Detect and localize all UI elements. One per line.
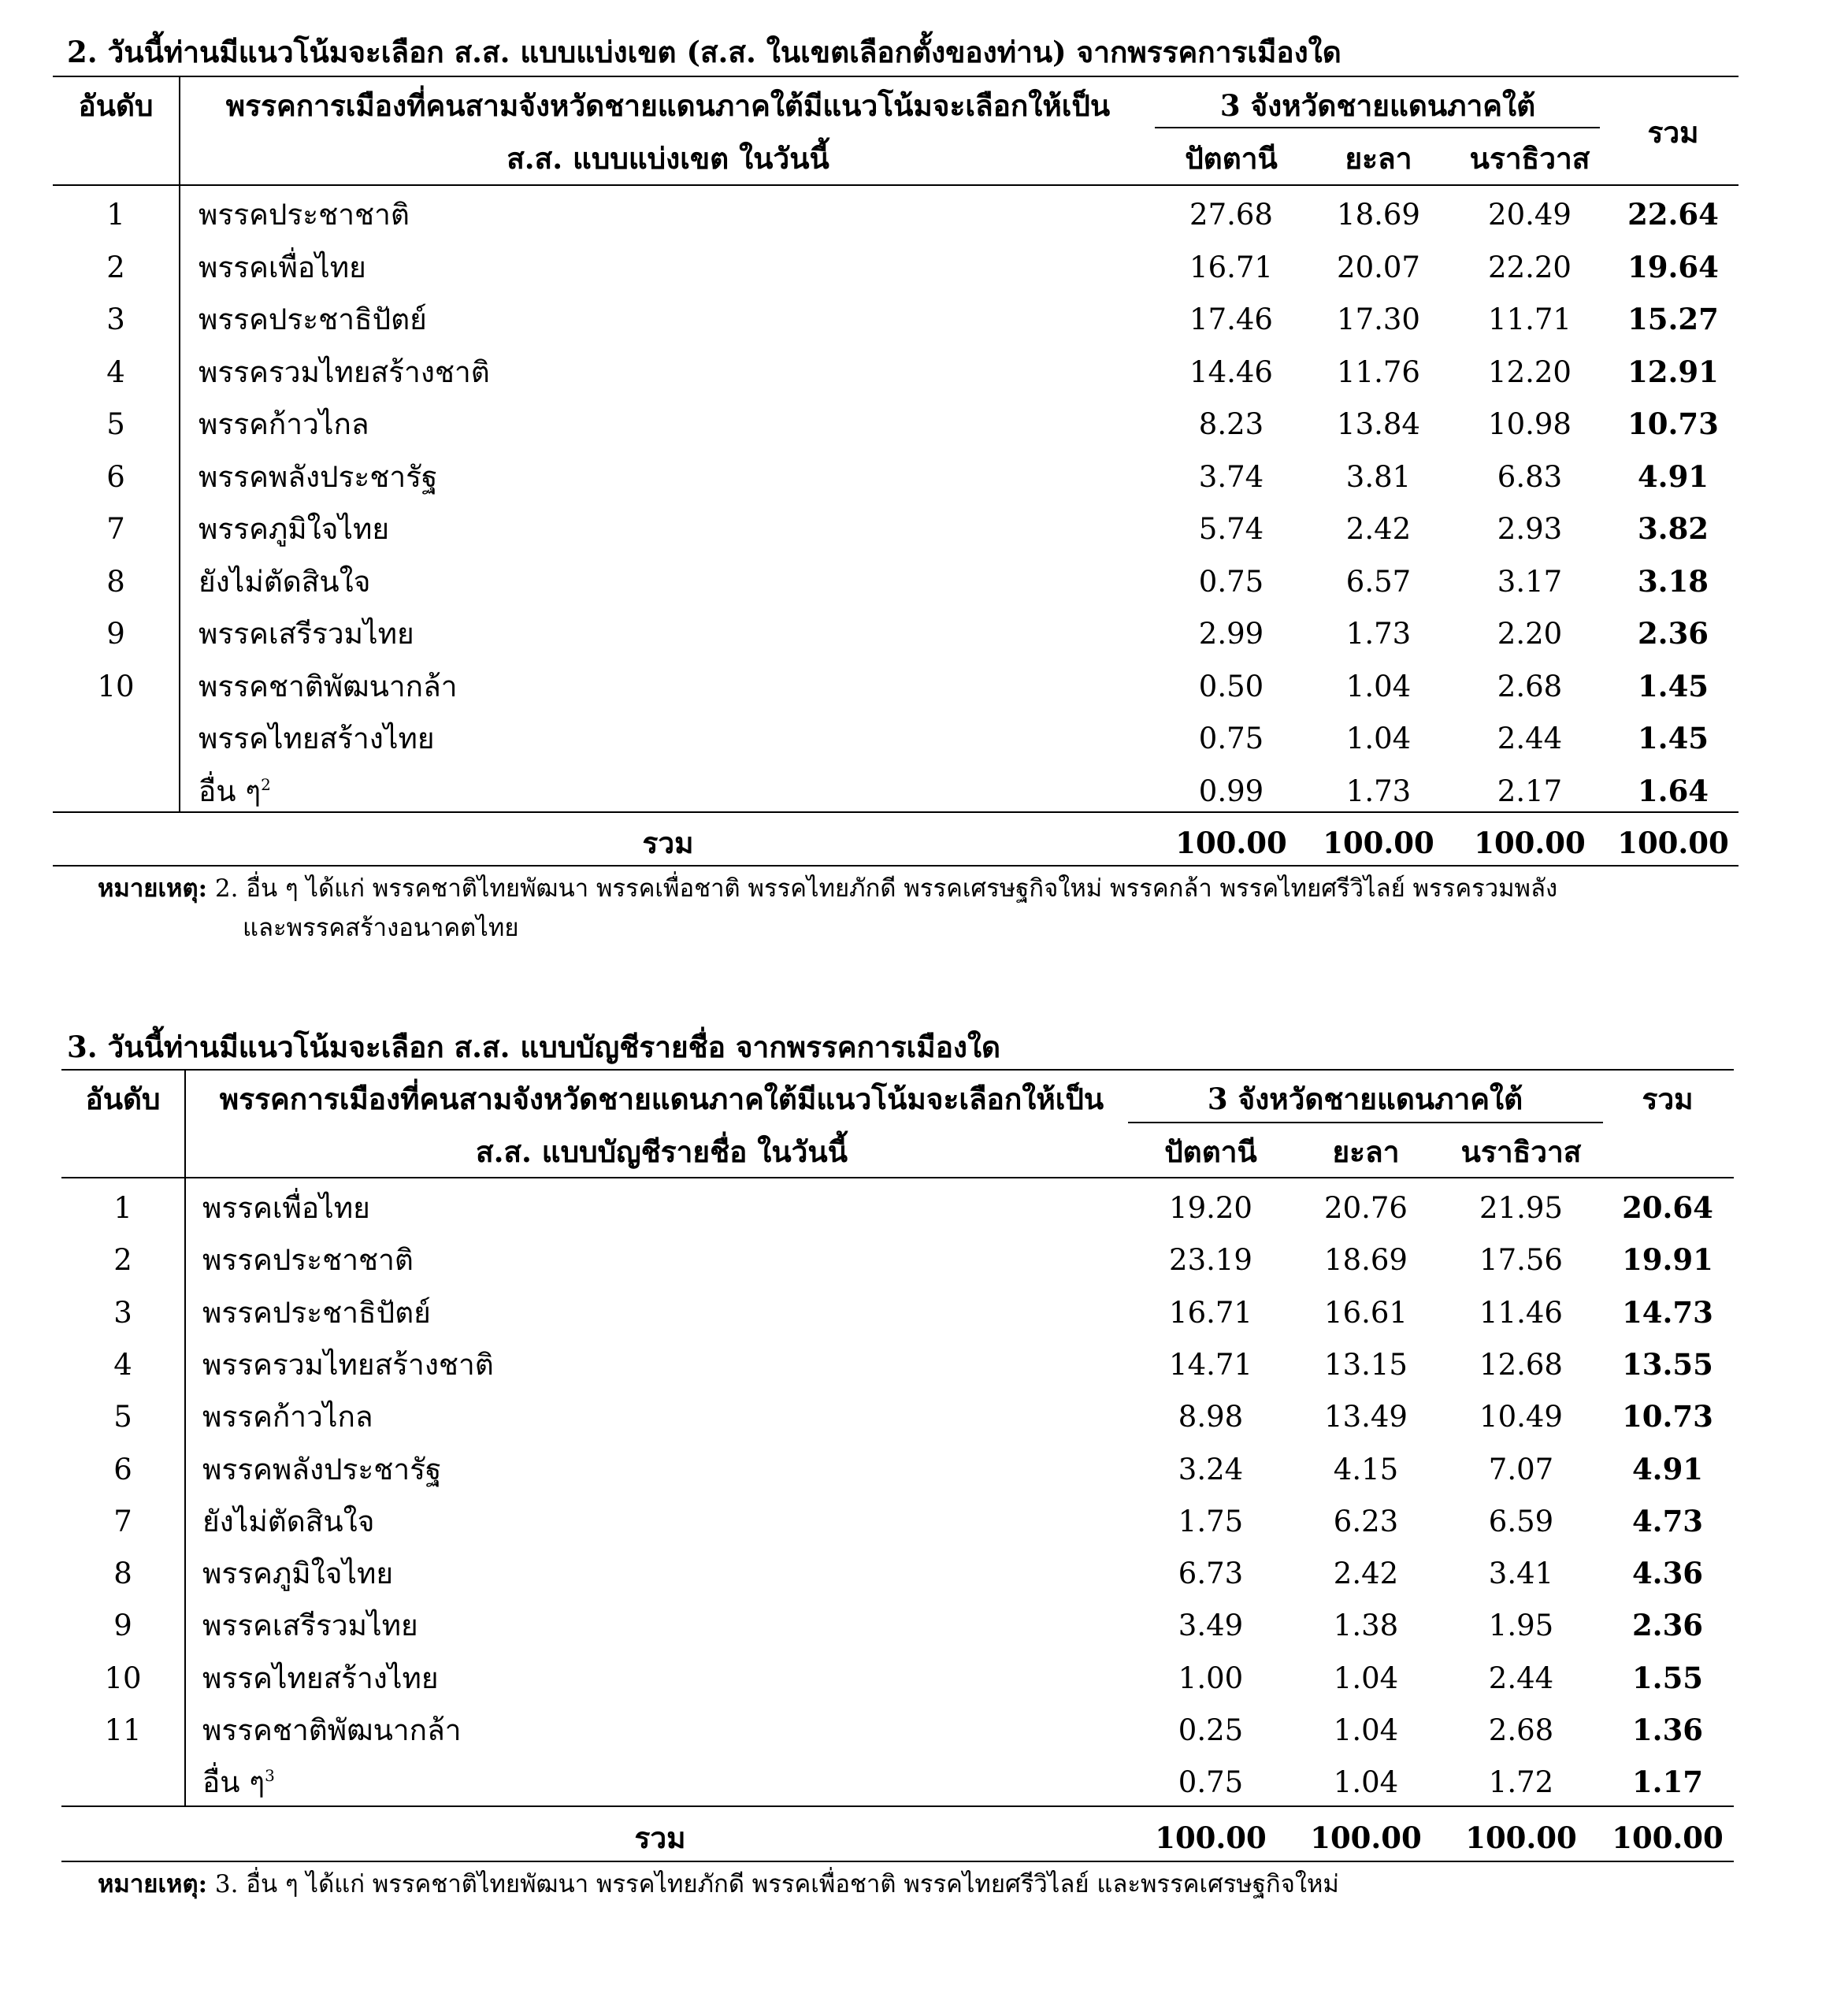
row-narathiwat: 10.98: [1488, 407, 1572, 441]
row-yala: 13.49: [1324, 1400, 1408, 1434]
header-col-narathiwat: นราธิวาส: [1469, 141, 1590, 176]
table-title: 2. วันนี้ท่านมีแนวโน้มจะเลือก ส.ส. แบบแบ่งเขต (ส.ส. ในเขตเลือกตั้งของท่าน) จากพรรคการเมืองใด: [67, 35, 1341, 69]
footnote-label: หมายเหตุ:: [98, 1870, 208, 1898]
row-party: [202, 1193, 370, 1223]
footnote-label: หมายเหตุ:: [98, 874, 208, 903]
row-yala: 20.07: [1337, 250, 1420, 284]
header-col-pattani: ปัตตานี: [1185, 141, 1278, 176]
row-yala: 1.04: [1333, 1661, 1399, 1695]
row-party: [199, 724, 435, 753]
party-name: พรรคพลังประชารัฐ: [202, 1453, 442, 1486]
header-rank: อันดับ: [85, 1082, 161, 1116]
row-party: [202, 1559, 393, 1588]
row-rank: 1: [113, 1191, 132, 1225]
row-total: 12.91: [1627, 354, 1719, 389]
row-party: [199, 462, 437, 492]
row-narathiwat: 11.46: [1479, 1296, 1563, 1330]
row-pattani: 17.46: [1189, 302, 1273, 336]
row-total: 1.17: [1631, 1765, 1704, 1799]
row-pattani: 14.46: [1189, 355, 1273, 389]
row-rank: 2: [106, 250, 125, 284]
rule: [1155, 127, 1600, 128]
party-name: พรรคประชาธิปัตย์: [199, 302, 427, 336]
row-yala: 6.23: [1333, 1505, 1399, 1538]
row-party: [199, 672, 458, 701]
sum-label: รวม: [634, 1820, 686, 1855]
row-pattani: 0.75: [1198, 565, 1264, 599]
row-total: 4.91: [1637, 459, 1709, 494]
row-yala: 1.04: [1333, 1765, 1399, 1799]
header-party-line2: ส.ส. แบบบัญชีรายชื่อ ในวันนี้: [475, 1134, 848, 1169]
footnote-line2: และพรรคสร้างอนาคตไทย: [243, 914, 519, 942]
header-total: รวม: [1647, 115, 1699, 150]
row-narathiwat: 2.93: [1497, 512, 1563, 546]
row-party: [202, 1296, 431, 1330]
party-name: อื่น ๆ: [202, 1765, 265, 1799]
row-narathiwat: 6.83: [1497, 460, 1563, 494]
party-name: พรรคประชาชาติ: [199, 198, 410, 232]
row-pattani: 16.71: [1189, 250, 1273, 284]
row-total: 19.91: [1622, 1242, 1713, 1277]
row-rank: 3: [113, 1296, 132, 1330]
row-rank: 5: [106, 407, 125, 441]
row-narathiwat: 2.68: [1497, 670, 1563, 703]
row-pattani: 0.75: [1178, 1765, 1244, 1799]
rule: [1128, 1122, 1603, 1123]
header-col-yala: ยะลา: [1332, 1134, 1400, 1169]
party-name: พรรคพลังประชารัฐ: [199, 460, 438, 494]
row-narathiwat: 2.17: [1497, 774, 1563, 808]
row-pattani: 1.75: [1178, 1505, 1244, 1538]
row-pattani: 23.19: [1169, 1243, 1252, 1277]
row-rank: 3: [106, 302, 125, 336]
row-pattani: 27.68: [1189, 198, 1273, 232]
row-party: [202, 1245, 414, 1275]
sum-yala: 100.00: [1310, 1820, 1422, 1855]
row-total: 22.64: [1627, 197, 1719, 232]
row-narathiwat: 2.20: [1497, 617, 1563, 651]
party-name: พรรคประชาชาติ: [202, 1243, 414, 1277]
row-party: [202, 1661, 439, 1695]
row-total: 4.73: [1631, 1504, 1704, 1538]
sum-pattani: 100.00: [1175, 826, 1287, 860]
row-total: 10.73: [1622, 1399, 1713, 1434]
row-pattani: 14.71: [1169, 1348, 1252, 1382]
rule: [61, 1805, 1734, 1807]
row-rank: 11: [104, 1713, 142, 1747]
header-party-line1: พรรคการเมืองที่คนสามจังหวัดชายแดนภาคใต้มีแนวโน้มจะเลือกให้เป็น: [225, 88, 1111, 123]
row-total: 2.36: [1637, 616, 1709, 651]
row-yala: 1.73: [1345, 617, 1412, 651]
header-rank: อันดับ: [78, 88, 154, 123]
row-rank: 9: [106, 617, 125, 651]
party-name: พรรคภูมิใจไทย: [199, 512, 390, 546]
row-yala: 16.61: [1324, 1296, 1408, 1330]
party-name: พรรคเพื่อไทย: [199, 250, 366, 284]
header-party-line1: พรรคการเมืองที่คนสามจังหวัดชายแดนภาคใต้มีแนวโน้มจะเลือกให้เป็น: [219, 1082, 1104, 1116]
row-total: 4.91: [1631, 1452, 1704, 1486]
party-name: พรรครวมไทยสร้างชาติ: [202, 1348, 494, 1382]
row-yala: 4.15: [1333, 1453, 1399, 1486]
header-party-line2: ส.ส. แบบแบ่งเขต ในวันนี้: [507, 141, 829, 176]
row-total: 13.55: [1622, 1347, 1713, 1382]
row-yala: 20.76: [1324, 1191, 1408, 1225]
footnote-text: 3. อื่น ๆ ได้แก่ พรรคชาติไทยพัฒนา พรรคไทยภักดี พรรคเพื่อชาติ พรรคไทยศรีวิไลย์ และพรรคเศรษฐกิจใหม่: [207, 1870, 1339, 1898]
row-narathiwat: 2.44: [1497, 722, 1563, 755]
row-narathiwat: 2.68: [1488, 1713, 1554, 1747]
rule: [61, 1177, 1734, 1178]
row-yala: 11.76: [1337, 355, 1420, 389]
row-total: 3.82: [1637, 511, 1709, 546]
party-name: ยังไม่ตัดสินใจ: [199, 565, 371, 599]
row-pattani: 0.99: [1198, 774, 1264, 808]
row-pattani: 8.23: [1198, 407, 1264, 441]
row-narathiwat: 17.56: [1479, 1243, 1563, 1277]
party-name: พรรคก้าวไกล: [199, 407, 369, 441]
row-rank: 6: [106, 460, 125, 494]
row-party: [202, 1400, 373, 1434]
row-party: [199, 774, 271, 808]
row-pattani: 0.25: [1178, 1713, 1244, 1747]
rule: [53, 865, 1739, 867]
row-yala: 18.69: [1337, 198, 1420, 232]
row-party: [202, 1765, 275, 1799]
row-yala: 2.42: [1333, 1557, 1399, 1590]
party-name: พรรคชาติพัฒนากล้า: [199, 670, 458, 703]
row-party: [199, 250, 366, 284]
row-rank: 10: [97, 670, 135, 703]
row-narathiwat: 20.49: [1488, 198, 1572, 232]
row-party: [199, 302, 427, 336]
row-narathiwat: 11.71: [1488, 302, 1572, 336]
row-rank: 10: [104, 1661, 142, 1695]
rule: [61, 1069, 1734, 1071]
row-party: [202, 1507, 374, 1536]
row-rank: 2: [113, 1243, 132, 1277]
row-pattani: 8.98: [1178, 1400, 1244, 1434]
party-name: พรรคเพื่อไทย: [202, 1191, 370, 1225]
row-party: [199, 355, 490, 389]
party-name: ยังไม่ตัดสินใจ: [202, 1505, 375, 1538]
row-total: 1.55: [1631, 1661, 1704, 1695]
row-pattani: 16.71: [1169, 1296, 1252, 1330]
party-name: อื่น ๆ: [199, 774, 262, 808]
row-party: [199, 407, 369, 441]
header-col-pattani: ปัตตานี: [1164, 1134, 1257, 1169]
row-narathiwat: 7.07: [1488, 1453, 1554, 1486]
rule: [53, 811, 1739, 813]
header-total: รวม: [1642, 1082, 1694, 1116]
row-pattani: 3.24: [1178, 1453, 1244, 1486]
row-total: 20.64: [1622, 1190, 1713, 1225]
row-party: [199, 514, 389, 544]
row-total: 1.64: [1637, 774, 1709, 808]
row-rank: 8: [106, 565, 125, 599]
footnote-text: 2. อื่น ๆ ได้แก่ พรรคชาติไทยพัฒนา พรรคเพื่อชาติ พรรคไทยภักดี พรรคเศรษฐกิจใหม่ พรรคกล้า พรรคไทยศรีวิไลย์ พรรครวมพลัง: [207, 874, 1558, 903]
row-party: [202, 1713, 462, 1747]
row-pattani: 0.50: [1198, 670, 1264, 703]
sum-total: 100.00: [1612, 1820, 1724, 1855]
row-pattani: 3.74: [1198, 460, 1264, 494]
row-yala: 3.81: [1345, 460, 1412, 494]
row-party: [199, 198, 410, 232]
row-narathiwat: 12.20: [1488, 355, 1572, 389]
rule: [53, 184, 1739, 186]
row-yala: 13.84: [1337, 407, 1420, 441]
row-rank: 4: [106, 355, 125, 389]
rule: [179, 76, 180, 811]
row-rank: 1: [106, 198, 125, 232]
sum-narathiwat: 100.00: [1465, 1820, 1577, 1855]
row-party: [199, 565, 371, 599]
party-name: พรรคไทยสร้างไทย: [202, 1661, 439, 1695]
row-total: 1.36: [1631, 1713, 1704, 1747]
row-rank: 7: [113, 1505, 132, 1538]
row-pattani: 1.00: [1178, 1661, 1244, 1695]
row-yala: 18.69: [1324, 1243, 1408, 1277]
party-name: พรรคเสรีรวมไทย: [199, 617, 414, 651]
row-yala: 1.04: [1345, 670, 1412, 703]
row-narathiwat: 22.20: [1488, 250, 1572, 284]
row-rank: 8: [113, 1557, 132, 1590]
sum-label: รวม: [642, 826, 694, 860]
row-yala: 2.42: [1345, 512, 1412, 546]
row-narathiwat: 21.95: [1479, 1191, 1563, 1225]
table-title: 3. วันนี้ท่านมีแนวโน้มจะเลือก ส.ส. แบบบัญชีรายชื่อ จากพรรคการเมืองใด: [67, 1030, 1001, 1064]
row-yala: 17.30: [1337, 302, 1420, 336]
row-narathiwat: 3.41: [1488, 1557, 1554, 1590]
row-rank: 6: [113, 1453, 132, 1486]
row-pattani: 2.99: [1198, 617, 1264, 651]
row-pattani: 6.73: [1178, 1557, 1244, 1590]
sum-yala: 100.00: [1323, 826, 1434, 860]
row-total: 19.64: [1627, 250, 1719, 284]
row-narathiwat: 2.44: [1488, 1661, 1554, 1695]
row-narathiwat: 3.17: [1497, 565, 1563, 599]
row-rank: 4: [113, 1348, 132, 1382]
row-narathiwat: 10.49: [1479, 1400, 1563, 1434]
row-yala: 13.15: [1324, 1348, 1408, 1382]
row-party: [199, 617, 414, 651]
rule: [184, 1069, 186, 1805]
header-col-yala: ยะลา: [1345, 141, 1412, 176]
header-col-narathiwat: นราธิวาส: [1460, 1134, 1582, 1169]
party-name: พรรคชาติพัฒนากล้า: [202, 1713, 462, 1747]
header-group: 3 จังหวัดชายแดนภาคใต้: [1219, 88, 1536, 123]
row-pattani: 5.74: [1198, 512, 1264, 546]
row-pattani: 3.49: [1178, 1609, 1244, 1642]
sum-pattani: 100.00: [1155, 1820, 1267, 1855]
row-narathiwat: 1.72: [1488, 1765, 1554, 1799]
row-rank: 7: [106, 512, 125, 546]
rule: [61, 1861, 1734, 1862]
footnote-marker: 3: [265, 1766, 275, 1785]
row-narathiwat: 6.59: [1488, 1505, 1554, 1538]
party-name: พรรคภูมิใจไทย: [202, 1557, 394, 1590]
row-party: [202, 1348, 494, 1382]
row-party: [202, 1611, 418, 1640]
row-yala: 1.04: [1345, 722, 1412, 755]
row-total: 4.36: [1631, 1556, 1704, 1590]
row-yala: 1.04: [1333, 1713, 1399, 1747]
sum-total: 100.00: [1617, 826, 1729, 860]
row-narathiwat: 12.68: [1479, 1348, 1563, 1382]
footnote-marker: 2: [261, 775, 271, 794]
row-yala: 6.57: [1345, 565, 1412, 599]
row-total: 2.36: [1631, 1608, 1704, 1642]
sum-narathiwat: 100.00: [1474, 826, 1586, 860]
row-pattani: 0.75: [1198, 722, 1264, 755]
row-total: 14.73: [1622, 1295, 1713, 1330]
row-total: 10.73: [1627, 406, 1719, 441]
row-yala: 1.73: [1345, 774, 1412, 808]
row-total: 1.45: [1637, 669, 1709, 703]
rule: [53, 76, 1739, 77]
row-total: 1.45: [1637, 721, 1709, 755]
party-name: พรรคก้าวไกล: [202, 1400, 373, 1434]
row-total: 15.27: [1627, 302, 1719, 336]
row-total: 3.18: [1637, 564, 1709, 599]
party-name: พรรคไทยสร้างไทย: [199, 722, 435, 755]
row-pattani: 19.20: [1169, 1191, 1252, 1225]
footnote: [98, 1872, 1339, 1897]
party-name: พรรคเสรีรวมไทย: [202, 1609, 418, 1642]
party-name: พรรครวมไทยสร้างชาติ: [199, 355, 490, 389]
row-rank: 5: [113, 1400, 132, 1434]
row-party: [202, 1455, 441, 1484]
row-rank: 9: [113, 1609, 132, 1642]
footnote: [98, 874, 1558, 903]
row-yala: 1.38: [1333, 1609, 1399, 1642]
header-group: 3 จังหวัดชายแดนภาคใต้: [1207, 1082, 1523, 1116]
party-name: พรรคประชาธิปัตย์: [202, 1296, 431, 1330]
row-narathiwat: 1.95: [1488, 1609, 1554, 1642]
